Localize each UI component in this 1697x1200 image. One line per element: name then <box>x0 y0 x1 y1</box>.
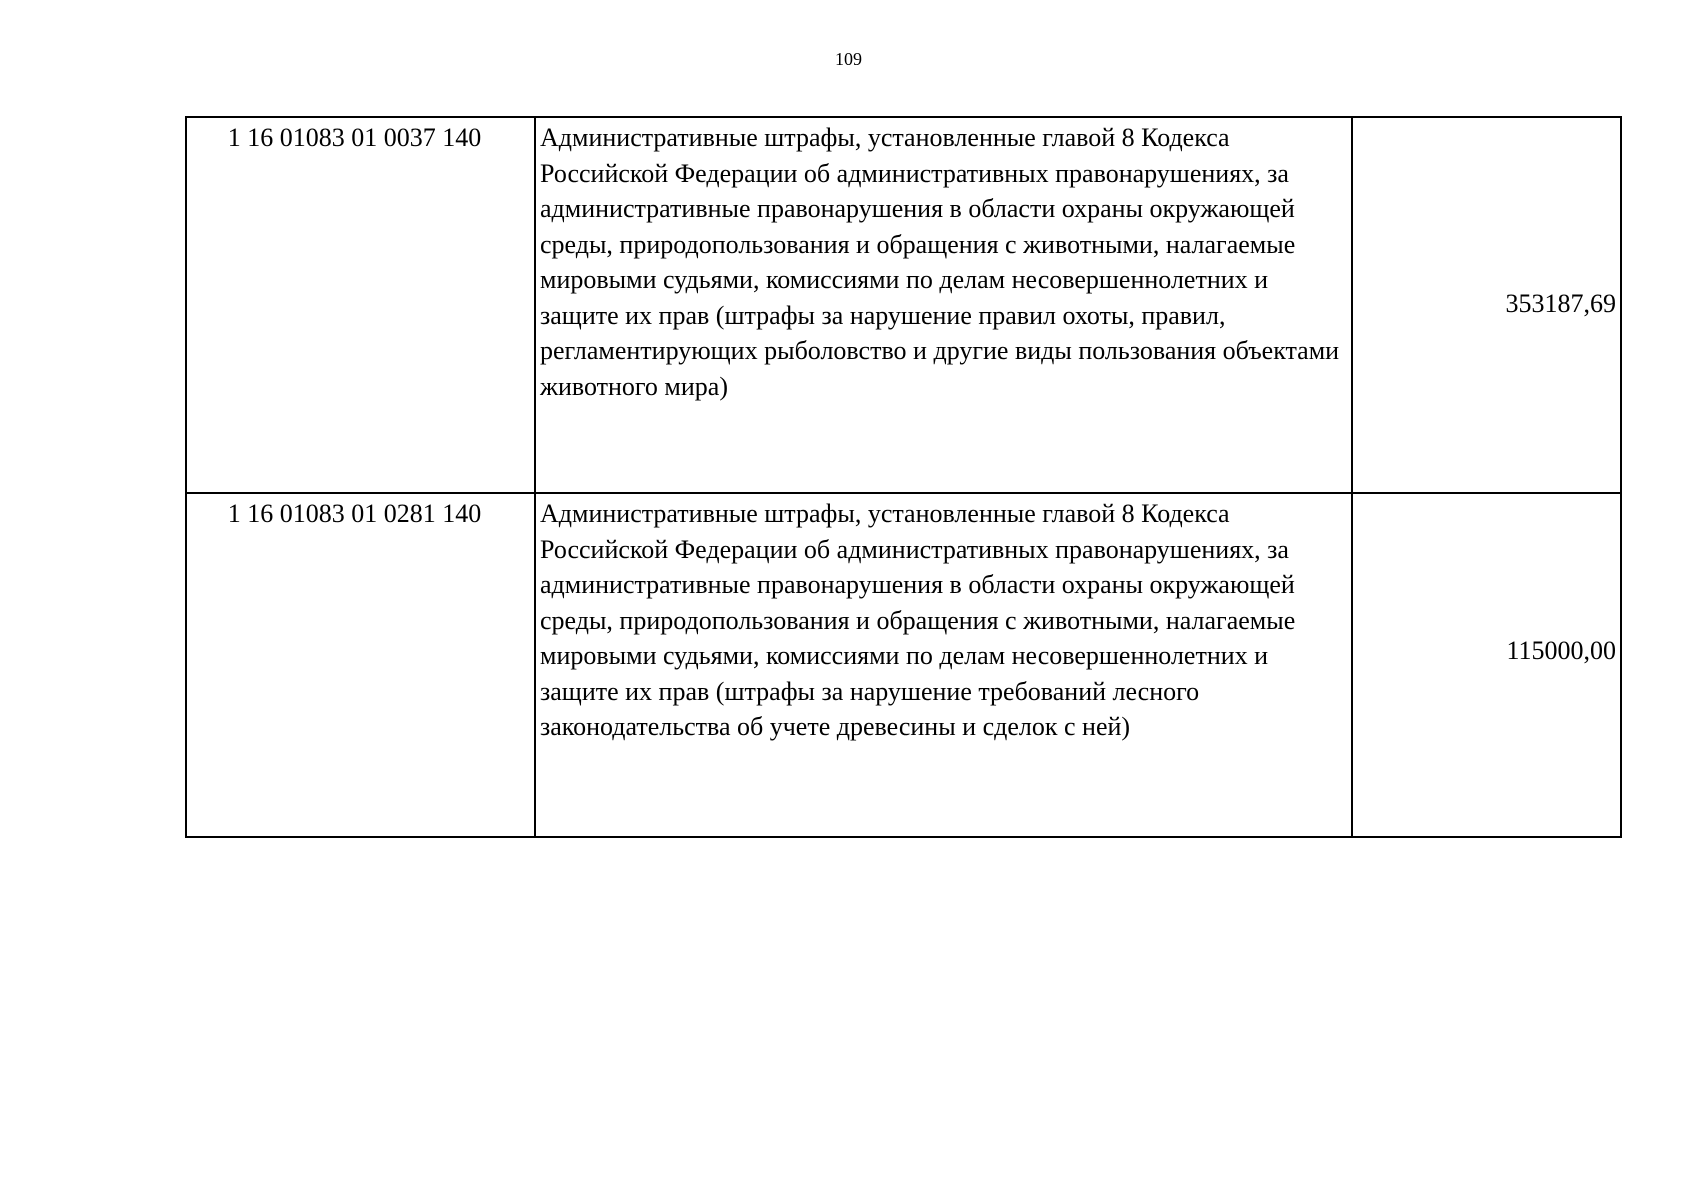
revenue-amount: 353187,69 <box>1352 117 1621 493</box>
budget-classification-code: 1 16 01083 01 0281 140 <box>186 493 535 837</box>
budget-classification-code: 1 16 01083 01 0037 140 <box>186 117 535 493</box>
revenue-amount: 115000,00 <box>1352 493 1621 837</box>
page-number: 109 <box>835 49 862 69</box>
table-row <box>186 117 1621 493</box>
budget-revenue-table <box>185 116 1622 838</box>
revenue-description: Административные штрафы, установленные главой 8 Кодекса Российской Федерации об административных правонарушениях, за административные правонарушения в области охраны окружающей среды, природопользования и обращения с животными, налагаемые мировыми судьями, комиссиями по делам несовершеннолетних и защите их прав (штрафы за нарушение правил охоты, правил, регламентирующих рыболовство и другие виды пользования объектами животного мира) <box>535 117 1352 493</box>
revenue-description: Административные штрафы, установленные главой 8 Кодекса Российской Федерации об административных правонарушениях, за административные правонарушения в области охраны окружающей среды, природопользования и обращения с животными, налагаемые мировыми судьями, комиссиями по делам несовершеннолетних и защите их прав (штрафы за нарушение требований лесного законодательства об учете древесины и сделок с ней) <box>535 493 1352 837</box>
table-row <box>186 493 1621 837</box>
